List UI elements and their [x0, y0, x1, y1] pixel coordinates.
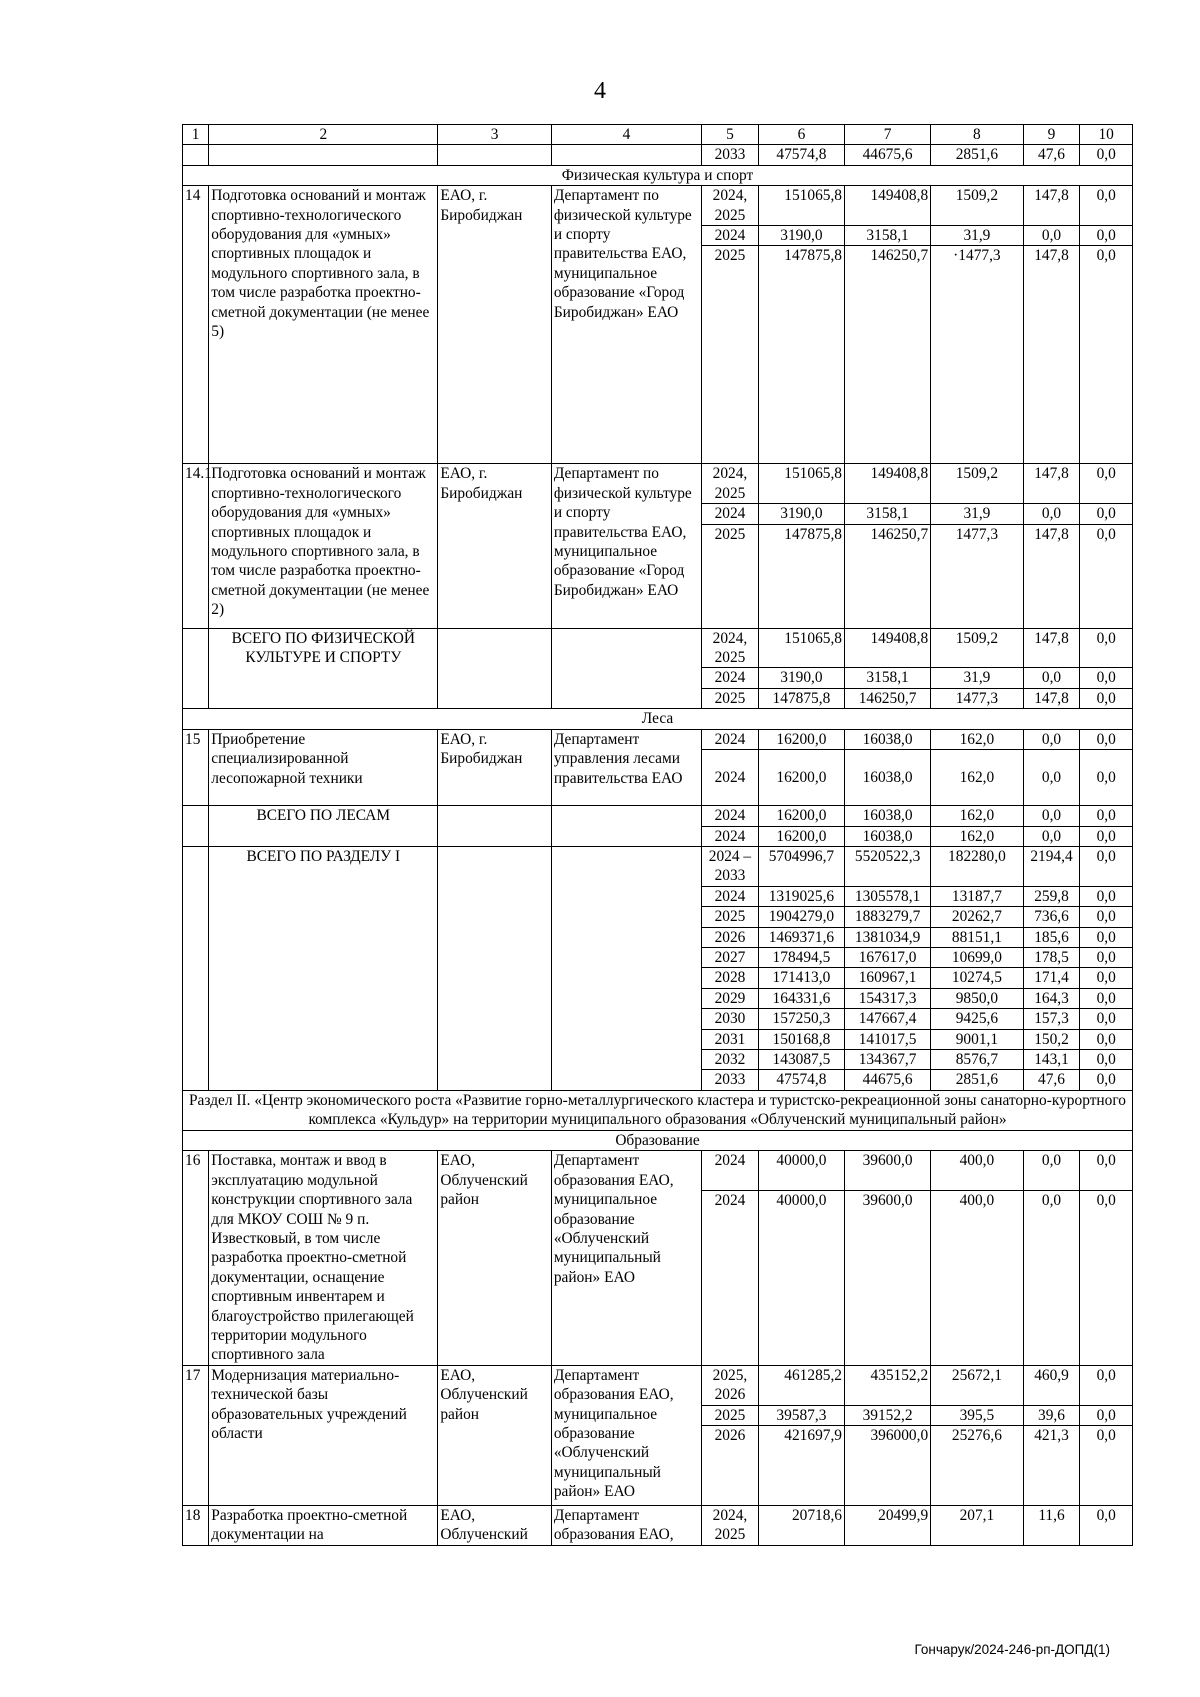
value-cell: 400,0	[931, 1190, 1023, 1365]
col-header: 8	[931, 125, 1023, 145]
value-cell: ·1477,3	[931, 246, 1023, 464]
value-cell: 0,0	[1023, 806, 1080, 826]
value-cell: 1381034,9	[845, 927, 931, 947]
value-cell: 3158,1	[845, 226, 931, 246]
value-cell: 146250,7	[845, 688, 931, 708]
value-cell: 31,9	[931, 668, 1023, 688]
value-cell: 147875,8	[758, 246, 844, 464]
value-cell: 147,8	[1023, 464, 1080, 504]
year-cell: 2024	[702, 226, 759, 246]
year-cell: 2024	[702, 1151, 759, 1190]
value-cell: 0,0	[1080, 750, 1133, 806]
value-cell: 151065,8	[758, 628, 844, 668]
executor-cell: Департамент образования ЕАО, муниципальное образование «Облученский муниципальный район» ЕАО	[551, 1365, 701, 1505]
value-cell: 0,0	[1080, 628, 1133, 668]
value-cell: 171413,0	[758, 968, 844, 988]
table-row	[183, 1365, 1133, 1405]
year-cell: 2024, 2025	[702, 464, 759, 504]
value-cell: 9850,0	[931, 988, 1023, 1008]
year-cell: 2024, 2025	[702, 1506, 759, 1546]
value-cell: 0,0	[1023, 750, 1080, 806]
value-cell: 143087,5	[758, 1049, 844, 1069]
value-cell: 0,0	[1023, 729, 1080, 749]
value-cell: 1509,2	[931, 464, 1023, 504]
value-cell: 1509,2	[931, 186, 1023, 226]
value-cell: 0,0	[1080, 907, 1133, 927]
value-cell: 39152,2	[845, 1405, 931, 1425]
col-header: 2	[209, 125, 438, 145]
value-cell: 8576,7	[931, 1049, 1023, 1069]
value-cell: 171,4	[1023, 968, 1080, 988]
value-cell: 1509,2	[931, 628, 1023, 668]
value-cell: 1319025,6	[758, 886, 844, 906]
value-cell: 47,6	[1023, 1070, 1080, 1090]
value-cell: 421,3	[1023, 1426, 1080, 1506]
measure-name: Поставка, монтаж и ввод в эксплуатацию модульной конструкции спортивного зала для МКОУ СОШ № 9 п. Известковый, в том числе разработка проектно-сметной документации, оснащение спортивным инвентарем и благоустройство прилегающей территории модульного спортивного зала	[209, 1151, 438, 1365]
location-cell: ЕАО, Облученский район	[438, 1365, 551, 1505]
value-cell: 25672,1	[931, 1365, 1023, 1405]
value-cell: 31,9	[931, 226, 1023, 246]
value-cell: 0,0	[1080, 1426, 1133, 1506]
value-cell: 1904279,0	[758, 907, 844, 927]
value-cell: 162,0	[931, 826, 1023, 846]
measure-name: Разработка проектно-сметной документации на	[209, 1506, 438, 1546]
value-cell: 0,0	[1023, 826, 1080, 846]
value-cell: 13187,7	[931, 886, 1023, 906]
document-footer-id: Гончарук/2024-246-рп-ДОПД(1)	[914, 1642, 1110, 1657]
value-cell: 146250,7	[845, 524, 931, 628]
year-cell: 2025, 2026	[702, 1365, 759, 1405]
value-cell: 0,0	[1080, 1070, 1133, 1090]
value-cell: 1305578,1	[845, 886, 931, 906]
value-cell: 421697,9	[758, 1426, 844, 1506]
value-cell: 2194,4	[1023, 846, 1080, 886]
section-title-razdel-2: Раздел II. «Центр экономического роста «Развитие горно-металлургического кластера и туристско-рекреационной зоны санаторно-курортного комплекса «Кульдур» на территории муниципального образования «Облученский муниципальный район»	[183, 1090, 1133, 1130]
section-title-phys: Физическая культура и спорт	[183, 165, 1133, 185]
value-cell: 147667,4	[845, 1009, 931, 1029]
value-cell: 0,0	[1023, 1190, 1080, 1365]
table-row	[183, 729, 1133, 749]
value-cell: 185,6	[1023, 927, 1080, 947]
value-cell: 395,5	[931, 1405, 1023, 1425]
value-cell: 0,0	[1080, 668, 1133, 688]
row-number: 18	[183, 1506, 209, 1546]
col-header: 7	[845, 125, 931, 145]
measure-name: Модернизация материально-технической базы образовательных учреждений области	[209, 1365, 438, 1505]
value-cell: 147,8	[1023, 524, 1080, 628]
value-cell: 16200,0	[758, 806, 844, 826]
value-cell: 460,9	[1023, 1365, 1080, 1405]
year-cell: 2025	[702, 688, 759, 708]
col-header: 9	[1023, 125, 1080, 145]
row-number: 16	[183, 1151, 209, 1365]
year-cell: 2025	[702, 524, 759, 628]
value-cell: 25276,6	[931, 1426, 1023, 1506]
col-header: 4	[551, 125, 701, 145]
location-cell: ЕАО, Облученский район	[438, 1151, 551, 1365]
year-cell: 2024, 2025	[702, 186, 759, 226]
value-cell: 162,0	[931, 729, 1023, 749]
executor-cell: Департамент образования ЕАО,	[551, 1506, 701, 1546]
value-cell: 0,0	[1080, 826, 1133, 846]
value-cell: 5704996,7	[758, 846, 844, 886]
value-cell: 0,0	[1080, 988, 1133, 1008]
value-cell: 47574,8	[758, 1070, 844, 1090]
value-cell: 143,1	[1023, 1049, 1080, 1069]
executor-cell: Департамент управления лесами правительства ЕАО	[551, 729, 701, 805]
value-cell: 3190,0	[758, 226, 844, 246]
value-cell: 0,0	[1080, 1190, 1133, 1365]
section-header-row	[183, 165, 1133, 185]
year-cell: 2025	[702, 1405, 759, 1425]
year-cell: 2024	[702, 729, 759, 749]
value-cell: 0,0	[1080, 846, 1133, 886]
year-cell: 2024, 2025	[702, 628, 759, 668]
section-header-row	[183, 709, 1133, 729]
value-cell: 16038,0	[845, 826, 931, 846]
value-cell: 149408,8	[845, 186, 931, 226]
col-header: 5	[702, 125, 759, 145]
table-row	[183, 186, 1133, 226]
value-cell: 162,0	[931, 750, 1023, 806]
value-cell: 0,0	[1080, 968, 1133, 988]
measure-name: Подготовка оснований и монтаж спортивно-технологического оборудования для «умных» спортивных площадок и модульного спортивного зала, в том числе разработка проектно-сметной документации (не менее 2)	[209, 464, 438, 628]
value-cell: 259,8	[1023, 886, 1080, 906]
location-cell: ЕАО, Облученский	[438, 1506, 551, 1546]
year-cell: 2026	[702, 1426, 759, 1506]
year-cell: 2033	[702, 1070, 759, 1090]
value-cell: 0,0	[1023, 504, 1080, 524]
value-cell: 0,0	[1080, 226, 1133, 246]
value-cell: 20718,6	[758, 1506, 844, 1546]
total-row	[183, 806, 1133, 826]
value-cell: 39600,0	[845, 1151, 931, 1190]
value-cell: 1477,3	[931, 688, 1023, 708]
value-cell: 147,8	[1023, 186, 1080, 226]
value-cell: 146250,7	[845, 246, 931, 464]
value-cell: 149408,8	[845, 464, 931, 504]
year-cell: 2024	[702, 1190, 759, 1365]
executor-cell: Департамент образования ЕАО, муниципальное образование «Облученский муниципальный район» ЕАО	[551, 1151, 701, 1365]
table-row	[183, 1506, 1133, 1546]
year-cell: 2032	[702, 1049, 759, 1069]
col-header: 3	[438, 125, 551, 145]
year-cell: 2024	[702, 750, 759, 806]
year-cell: 2025	[702, 246, 759, 464]
value-cell: 150168,8	[758, 1029, 844, 1049]
value-cell: 147875,8	[758, 524, 844, 628]
table-row	[183, 1151, 1133, 1190]
value-cell: 151065,8	[758, 186, 844, 226]
value-cell: 0,0	[1080, 947, 1133, 967]
year-cell: 2026	[702, 927, 759, 947]
value-cell: 0,0	[1023, 1151, 1080, 1190]
value-cell: 16038,0	[845, 729, 931, 749]
column-header-row	[183, 125, 1133, 145]
value-cell: 0,0	[1080, 1029, 1133, 1049]
year-cell: 2027	[702, 947, 759, 967]
measure-name: Приобретение специализированной лесопожарной техники	[209, 729, 438, 805]
value-cell: 5520522,3	[845, 846, 931, 886]
measure-name: Подготовка оснований и монтаж спортивно-технологического оборудования для «умных» спортивных площадок и модульного спортивного зала, в том числе разработка проектно-сметной документации (не менее 5)	[209, 186, 438, 464]
col-header: 6	[758, 125, 844, 145]
value-cell: 0,0	[1080, 1506, 1133, 1546]
year-cell: 2024	[702, 806, 759, 826]
value-cell: 149408,8	[845, 628, 931, 668]
value-cell: 88151,1	[931, 927, 1023, 947]
value-cell: 0,0	[1080, 524, 1133, 628]
value-cell: 0,0	[1080, 145, 1133, 165]
value-cell: 16200,0	[758, 750, 844, 806]
value-cell: 39600,0	[845, 1190, 931, 1365]
value-cell: 16038,0	[845, 750, 931, 806]
value-cell: 3190,0	[758, 504, 844, 524]
value-cell: 1469371,6	[758, 927, 844, 947]
value-cell: 178494,5	[758, 947, 844, 967]
value-cell: 396000,0	[845, 1426, 931, 1506]
table-row	[183, 464, 1133, 504]
page-number: 4	[594, 78, 606, 104]
section-title-forest: Леса	[183, 709, 1133, 729]
value-cell: 157,3	[1023, 1009, 1080, 1029]
value-cell: 16200,0	[758, 826, 844, 846]
year-cell: 2030	[702, 1009, 759, 1029]
value-cell: 44675,6	[845, 1070, 931, 1090]
value-cell: 16200,0	[758, 729, 844, 749]
year-cell: 2024	[702, 668, 759, 688]
value-cell: 2851,6	[931, 145, 1023, 165]
value-cell: 10274,5	[931, 968, 1023, 988]
value-cell: 0,0	[1080, 729, 1133, 749]
row-number: 17	[183, 1365, 209, 1505]
value-cell: 0,0	[1080, 246, 1133, 464]
value-cell: 160967,1	[845, 968, 931, 988]
total-row	[183, 628, 1133, 668]
value-cell: 0,0	[1080, 886, 1133, 906]
table-row	[183, 145, 1133, 165]
value-cell: 0,0	[1080, 688, 1133, 708]
section-header-row	[183, 1090, 1133, 1130]
year-cell: 2029	[702, 988, 759, 1008]
value-cell: 3158,1	[845, 668, 931, 688]
total-label: ВСЕГО ПО ФИЗИЧЕСКОЙ КУЛЬТУРЕ И СПОРТУ	[209, 628, 438, 709]
location-cell: ЕАО, г. Биробиджан	[438, 464, 551, 628]
value-cell: 178,5	[1023, 947, 1080, 967]
value-cell: 1477,3	[931, 524, 1023, 628]
value-cell: 39,6	[1023, 1405, 1080, 1425]
value-cell: 16038,0	[845, 806, 931, 826]
value-cell: 207,1	[931, 1506, 1023, 1546]
year-cell: 2024	[702, 826, 759, 846]
value-cell: 11,6	[1023, 1506, 1080, 1546]
col-header: 10	[1080, 125, 1133, 145]
col-header: 1	[183, 125, 209, 145]
value-cell: 435152,2	[845, 1365, 931, 1405]
value-cell: 3158,1	[845, 504, 931, 524]
location-cell: ЕАО, г. Биробиджан	[438, 186, 551, 464]
value-cell: 0,0	[1080, 1009, 1133, 1029]
value-cell: 10699,0	[931, 947, 1023, 967]
value-cell: 0,0	[1080, 927, 1133, 947]
value-cell: 3190,0	[758, 668, 844, 688]
year-cell: 2028	[702, 968, 759, 988]
value-cell: 44675,6	[845, 145, 931, 165]
value-cell: 461285,2	[758, 1365, 844, 1405]
total-row	[183, 846, 1133, 886]
value-cell: 20499,9	[845, 1506, 931, 1546]
value-cell: 20262,7	[931, 907, 1023, 927]
value-cell: 47574,8	[758, 145, 844, 165]
value-cell: 0,0	[1080, 504, 1133, 524]
year-cell: 2025	[702, 907, 759, 927]
value-cell: 164,3	[1023, 988, 1080, 1008]
year-cell: 2024	[702, 886, 759, 906]
total-label: ВСЕГО ПО РАЗДЕЛУ I	[209, 846, 438, 1090]
value-cell: 39587,3	[758, 1405, 844, 1425]
value-cell: 0,0	[1080, 1365, 1133, 1405]
budget-table	[182, 124, 1133, 1546]
section-header-row	[183, 1130, 1133, 1150]
value-cell: 167617,0	[845, 947, 931, 967]
value-cell: 162,0	[931, 806, 1023, 826]
value-cell: 0,0	[1080, 1405, 1133, 1425]
value-cell: 134367,7	[845, 1049, 931, 1069]
row-number: 15	[183, 729, 209, 805]
value-cell: 0,0	[1023, 668, 1080, 688]
value-cell: 2851,6	[931, 1070, 1023, 1090]
value-cell: 400,0	[931, 1151, 1023, 1190]
section-title-edu: Образование	[183, 1130, 1133, 1150]
value-cell: 154317,3	[845, 988, 931, 1008]
total-label: ВСЕГО ПО ЛЕСАМ	[209, 806, 438, 847]
value-cell: 40000,0	[758, 1190, 844, 1365]
value-cell: 0,0	[1080, 464, 1133, 504]
value-cell: 31,9	[931, 504, 1023, 524]
value-cell: 9425,6	[931, 1009, 1023, 1029]
value-cell: 141017,5	[845, 1029, 931, 1049]
value-cell: 736,6	[1023, 907, 1080, 927]
row-number: 14.1	[183, 464, 209, 628]
value-cell: 0,0	[1023, 226, 1080, 246]
year-cell: 2024	[702, 504, 759, 524]
year-cell: 2033	[702, 145, 759, 165]
location-cell: ЕАО, г. Биробиджан	[438, 729, 551, 805]
executor-cell: Департамент по физической культуре и спорту правительства ЕАО, муниципальное образование «Город Биробиджан» ЕАО	[551, 464, 701, 628]
value-cell: 151065,8	[758, 464, 844, 504]
value-cell: 147,8	[1023, 628, 1080, 668]
value-cell: 40000,0	[758, 1151, 844, 1190]
value-cell: 147,8	[1023, 688, 1080, 708]
value-cell: 0,0	[1080, 186, 1133, 226]
executor-cell: Департамент по физической культуре и спорту правительства ЕАО, муниципальное образование «Город Биробиджан» ЕАО	[551, 186, 701, 464]
value-cell: 147,8	[1023, 246, 1080, 464]
value-cell: 9001,1	[931, 1029, 1023, 1049]
value-cell: 0,0	[1080, 1049, 1133, 1069]
value-cell: 147875,8	[758, 688, 844, 708]
value-cell: 182280,0	[931, 846, 1023, 886]
year-cell: 2024 – 2033	[702, 846, 759, 886]
row-number: 14	[183, 186, 209, 464]
year-cell: 2031	[702, 1029, 759, 1049]
value-cell: 164331,6	[758, 988, 844, 1008]
value-cell: 157250,3	[758, 1009, 844, 1029]
value-cell: 0,0	[1080, 806, 1133, 826]
value-cell: 150,2	[1023, 1029, 1080, 1049]
value-cell: 0,0	[1080, 1151, 1133, 1190]
value-cell: 1883279,7	[845, 907, 931, 927]
value-cell: 47,6	[1023, 145, 1080, 165]
